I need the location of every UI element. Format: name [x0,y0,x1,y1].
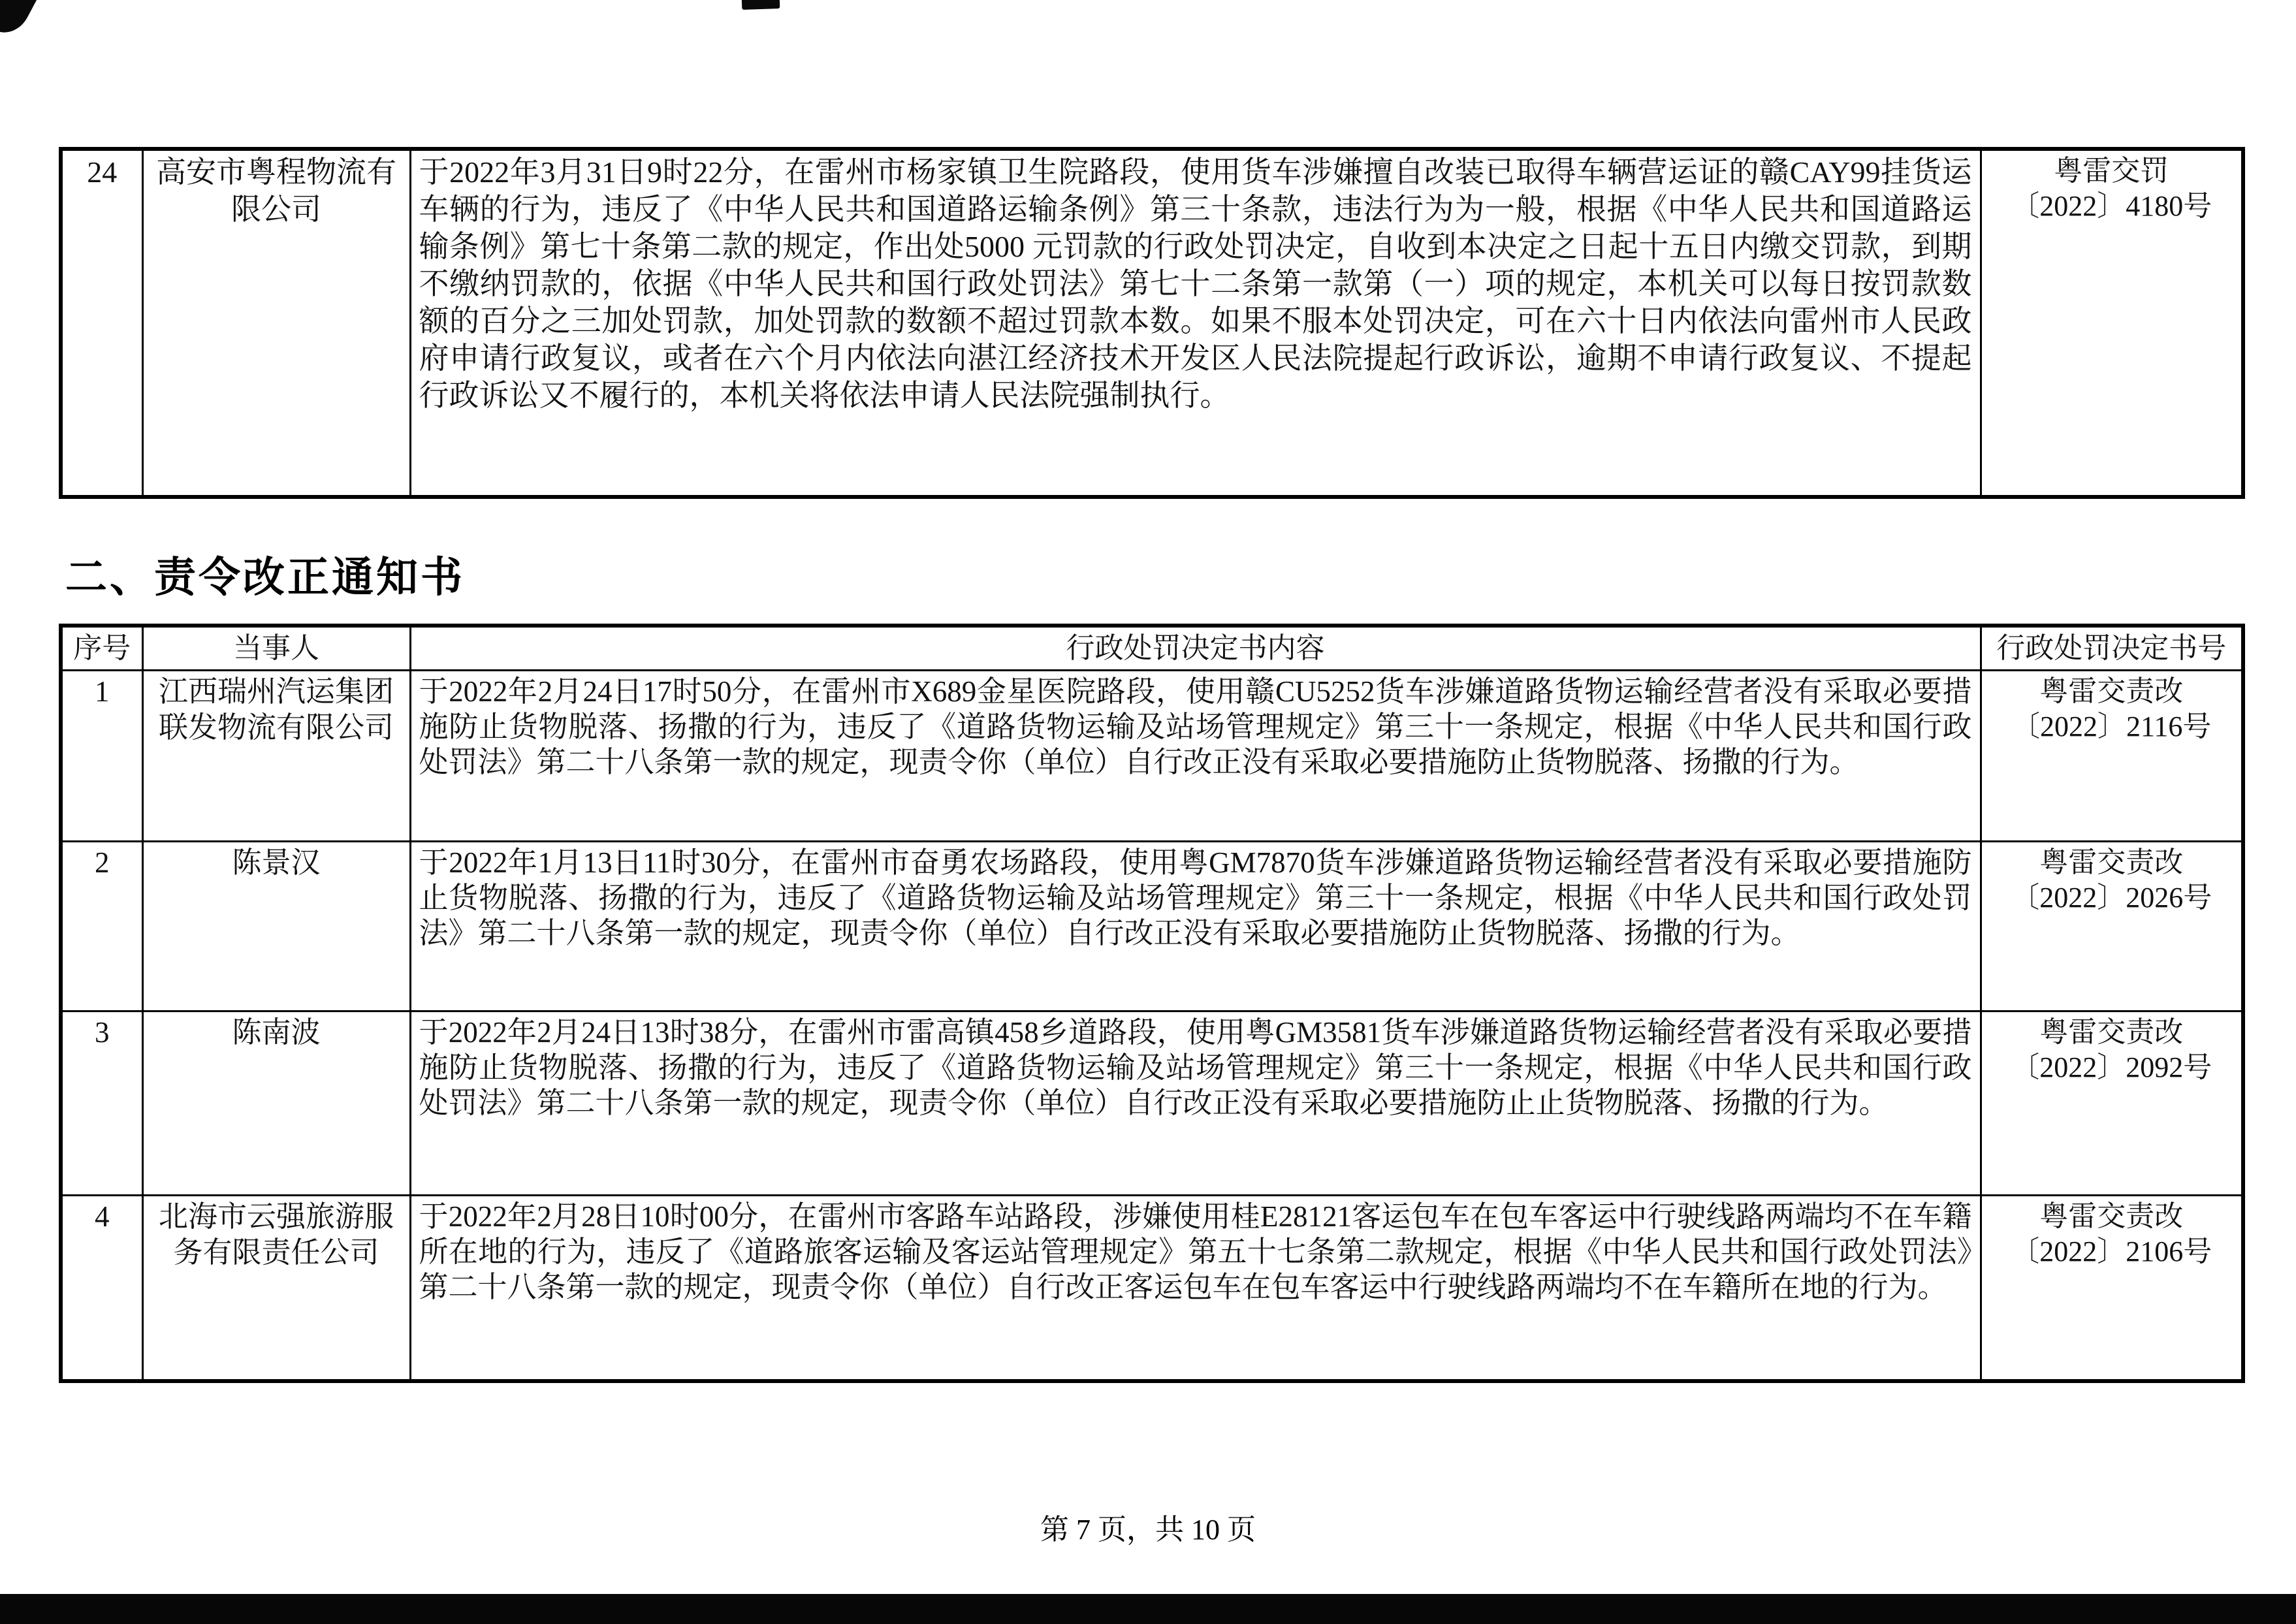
decision-number-line: 〔2022〕2116号 [2011,710,2212,742]
table-row-3 [61,1011,2243,1196]
header-party: 当事人 [142,626,410,671]
decision-number [1981,149,2243,497]
scan-artifact-blob [0,0,38,40]
decision-number-line: 粤雷交责改 [2039,1200,2184,1232]
decision-number-line: 粤雷交责改 [2039,846,2184,878]
decision-number-line: 〔2022〕2092号 [2011,1051,2212,1083]
decision-content: 于2022年3月31日9时22分，在雷州市杨家镇卫生院路段，使用货车涉嫌擅自改装已取得车辆营运证的赣CAY99挂货运车辆的行为，违反了《中华人民共和国道路运输条例》第三十条款，违法行为为一般，根据《中华人民共和国道路运输条例》第七十条第二款的规定，作出处5000 元罚款的行政处罚决定，自收到本决定之日起十五日内缴交罚款，到期不缴纳罚款的，依据《中华人民共和国行政处罚法》第七十二条第一款第（一）项的规定，本机关可以每日按罚款数额的百分之三加处罚款，加处罚款的数额不超过罚款本数。如果不服本处罚决定，可在六十日内依法向雷州市人民政府申请行政复议，或者在六个月内依法向湛江经济技术开发区人民法院提起行政诉讼，逾期不申请行政复议、不提起行政诉讼又不履行的，本机关将依法申请人民法院强制执行。 [410,149,1981,497]
party-name: 江西瑞州汽运集团联发物流有限公司 [142,671,410,842]
party-name: 北海市云强旅游服务有限责任公司 [142,1196,410,1381]
party-name: 高安市粤程物流有限公司 [142,149,410,497]
row-index: 24 [61,149,142,497]
table-row-4 [61,1196,2243,1381]
decision-number-line: 粤雷交责改 [2039,675,2184,707]
scan-artifact-mark [742,0,780,10]
party-name: 陈景汉 [142,842,410,1011]
scan-edge-bar [0,1594,2296,1624]
row-index: 3 [61,1011,142,1196]
header-decision-number: 行政处罚决定书号 [1981,626,2243,671]
rectification-notice-table [59,624,2245,1383]
row-index: 4 [61,1196,142,1381]
table-header-row [61,626,2243,671]
decision-number-line: 粤雷交罚 [2054,155,2169,187]
section-title: 二、责令改正通知书 [65,554,465,601]
decision-number-line: 〔2022〕2026号 [2011,882,2212,914]
table-row-2 [61,842,2243,1011]
decision-number [1981,671,2243,842]
decision-content: 于2022年2月24日17时50分，在雷州市X689金星医院路段，使用赣CU5252货车涉嫌道路货物运输经营者没有采取必要措施防止货物脱落、扬撒的行为，违反了《道路货物运输及站场管理规定》第三十一条规定，根据《中华人民共和国行政处罚法》第二十八条第一款的规定，现责令你（单位）自行改正没有采取必要措施防止货物脱落、扬撒的行为。 [410,671,1981,842]
table-row-1 [61,671,2243,842]
decision-number [1981,1196,2243,1381]
decision-number [1981,842,2243,1011]
decision-number-line: 粤雷交责改 [2039,1016,2184,1048]
party-name: 陈南波 [142,1011,410,1196]
decision-number-line: 〔2022〕4180号 [2011,190,2212,222]
decision-number [1981,1011,2243,1196]
decision-number-line: 〔2022〕2106号 [2011,1235,2212,1267]
decision-content: 于2022年2月24日13时38分，在雷州市雷高镇458乡道路段，使用粤GM3581货车涉嫌道路货物运输经营者没有采取必要措施防止货物脱落、扬撒的行为，违反了《道路货物运输及站场管理规定》第三十一条规定，根据《中华人民共和国行政处罚法》第二十八条第一款的规定，现责令你（单位）自行改正没有采取必要措施防止止货物脱落、扬撒的行为。 [410,1011,1981,1196]
page-number-footer: 第 7 页，共 10 页 [1040,1514,1256,1546]
header-content: 行政处罚决定书内容 [410,626,1981,671]
row-index: 2 [61,842,142,1011]
penalty-table-continuation [59,147,2245,499]
decision-content: 于2022年2月28日10时00分，在雷州市客路车站路段，涉嫌使用桂E28121客运包车在包车客运中行驶线路两端均不在车籍所在地的行为，违反了《道路旅客运输及客运站管理规定》第五十七条第二款规定，根据《中华人民共和国行政处罚法》第二十八条第一款的规定，现责令你（单位）自行改正客运包车在包车客运中行驶线路两端均不在车籍所在地的行为。 [410,1196,1981,1381]
header-index: 序号 [61,626,142,671]
row-index: 1 [61,671,142,842]
decision-content: 于2022年1月13日11时30分，在雷州市奋勇农场路段，使用粤GM7870货车涉嫌道路货物运输经营者没有采取必要措施防止货物脱落、扬撒的行为，违反了《道路货物运输及站场管理规定》第三十一条规定，根据《中华人民共和国行政处罚法》第二十八条第一款的规定，现责令你（单位）自行改正没有采取必要措施防止货物脱落、扬撒的行为。 [410,842,1981,1011]
table-row-24 [61,149,2243,497]
